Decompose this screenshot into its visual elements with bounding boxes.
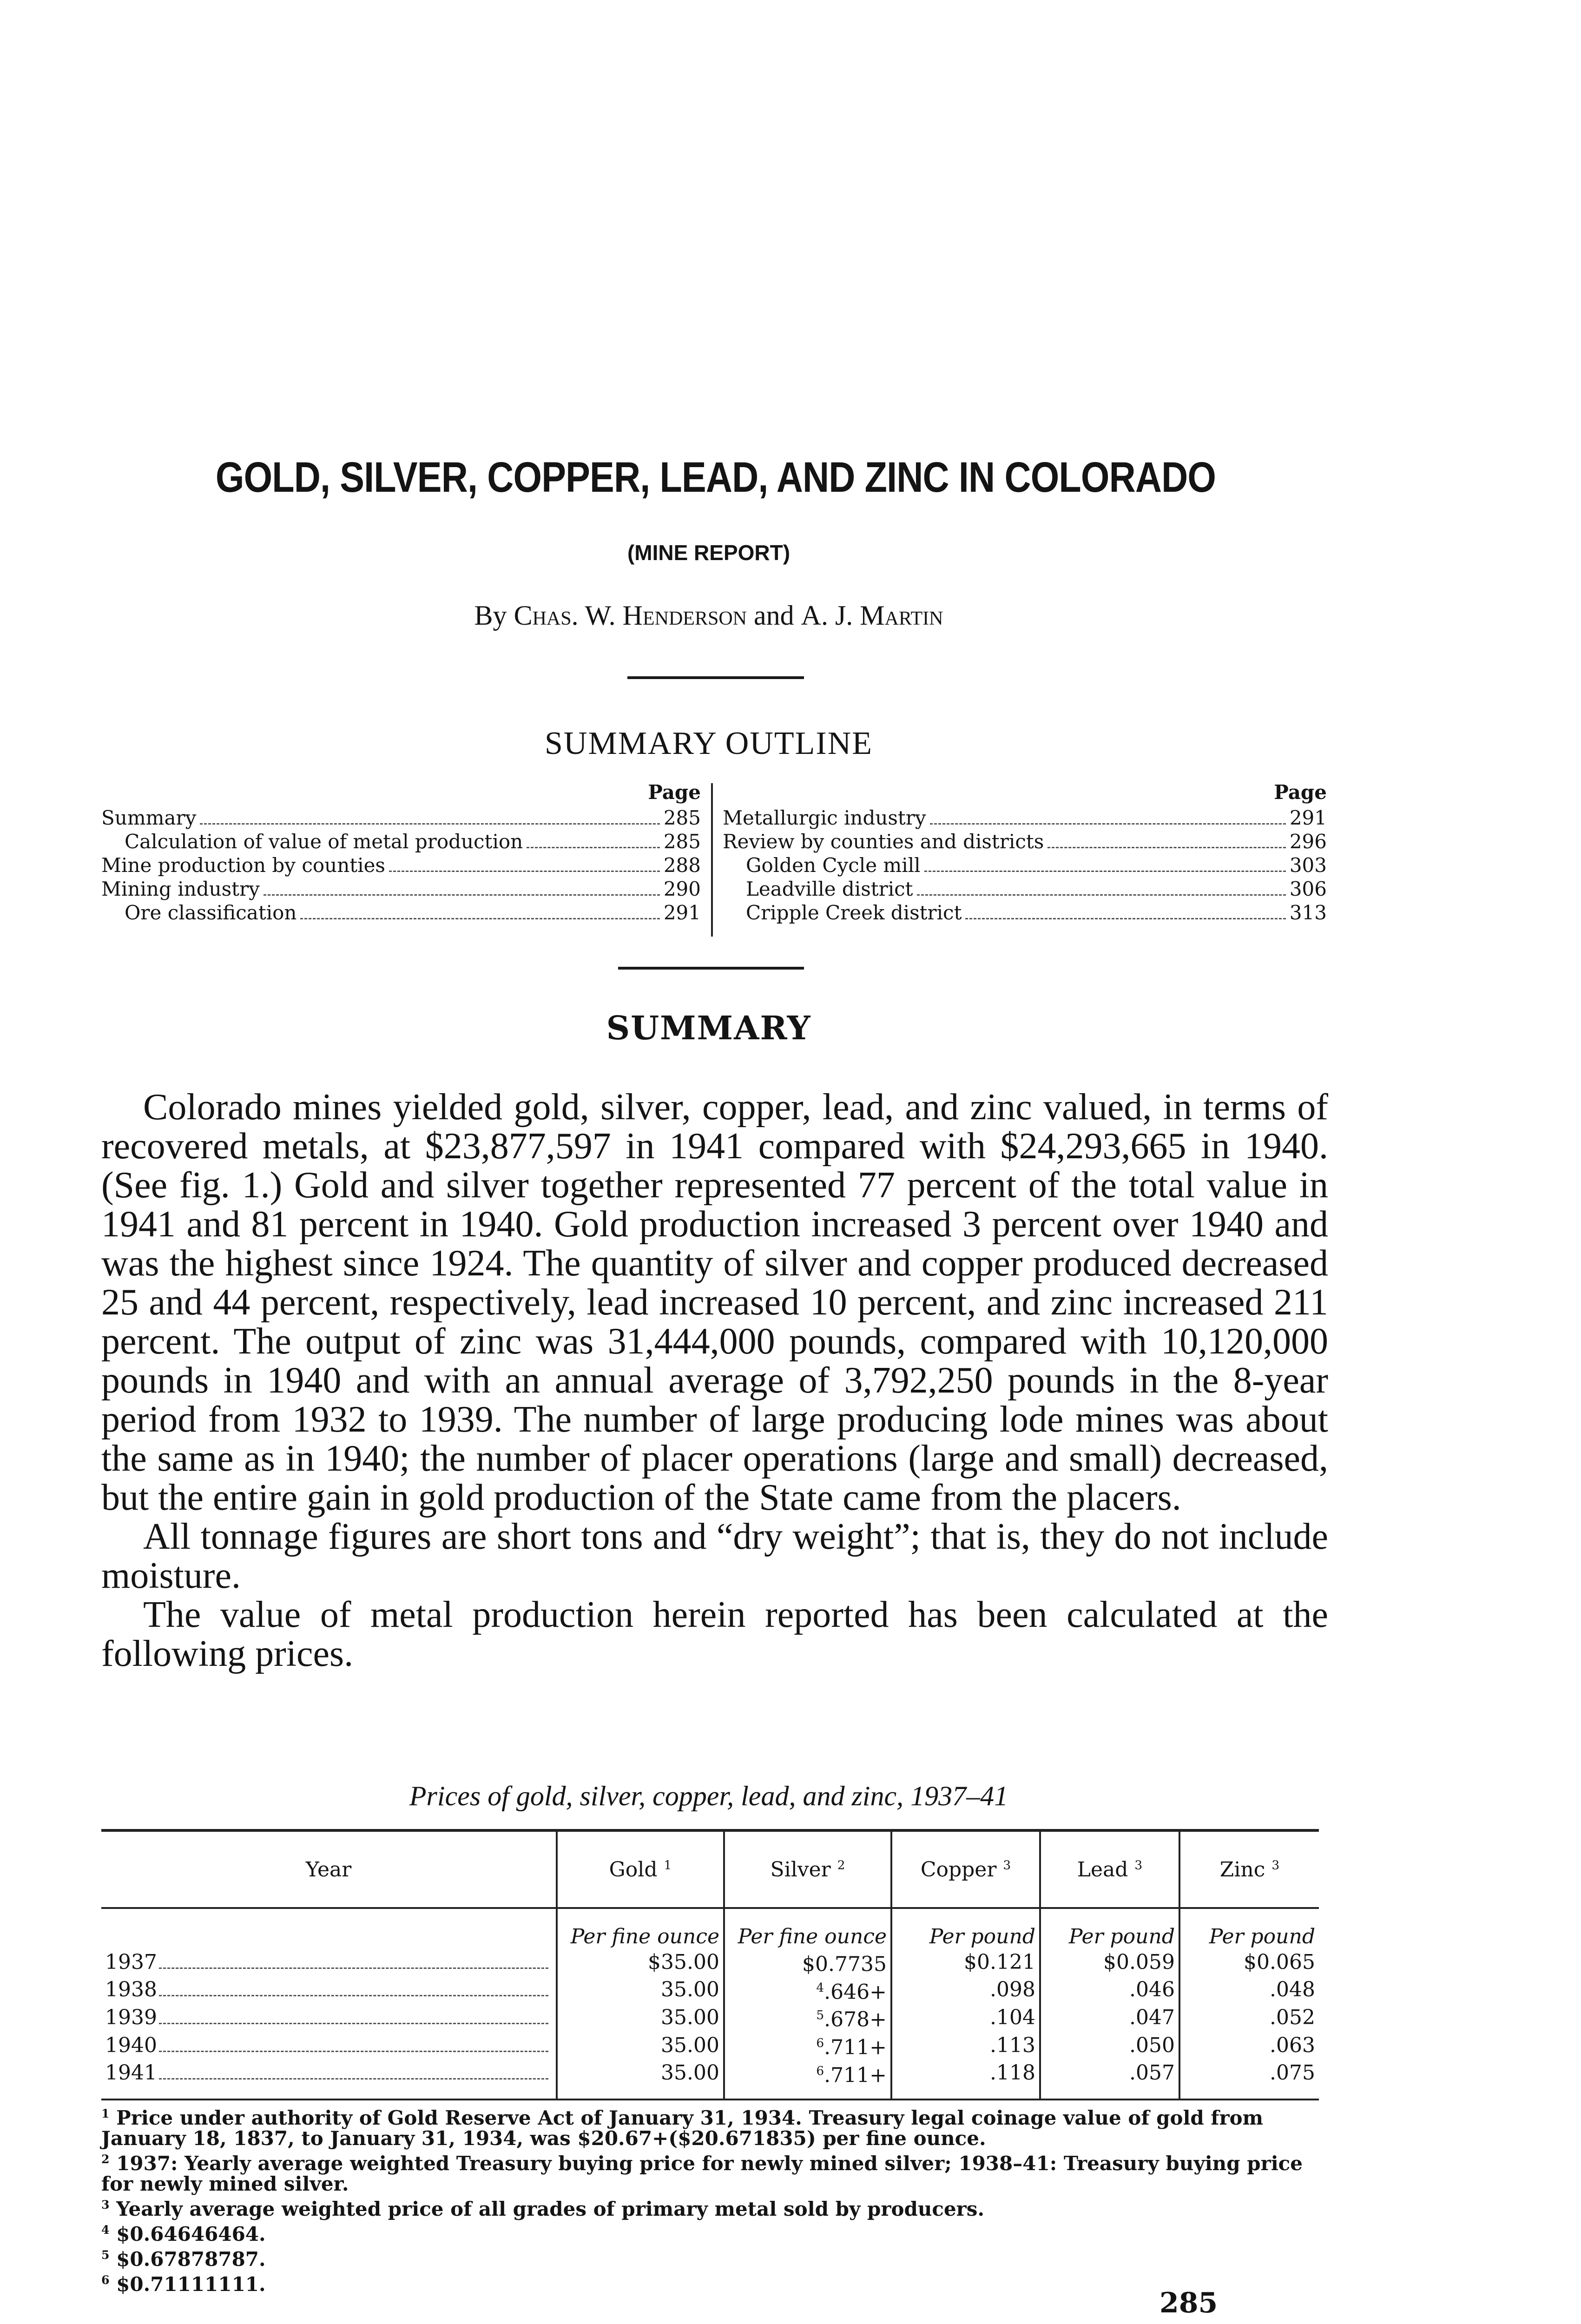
column-header [557,1830,724,1908]
footnote-text: Yearly average weighted price of all grades of primary metal sold by producers. [116,2198,985,2220]
lead-cell: $0.059 [1040,1948,1179,1976]
silver-cell [724,2060,891,2100]
toc-page: 296 [1289,830,1327,853]
toc-label: Mining industry [101,878,260,900]
footnote-ref: 3 [1134,1857,1143,1872]
table-header-row [101,1830,1319,1908]
copper-cell: .098 [891,1976,1040,2004]
footnote-mark: 1 [101,2106,110,2120]
column-header [891,1830,1040,1908]
divider-rule [618,967,804,970]
leader-dots [200,823,660,825]
toc-page: 313 [1289,901,1327,924]
divider-rule [627,676,804,679]
footnote-text: $0.67878787. [116,2248,266,2271]
byline-by: By [474,600,507,631]
header-label: Copper [920,1857,997,1882]
footnote-mark: 3 [101,2198,110,2212]
year-cell [101,2004,557,2032]
lead-cell: .046 [1040,1976,1179,2004]
year-value: 1941 [105,2061,157,2085]
column-header [724,1830,891,1908]
footnote [101,2245,1319,2270]
toc-entry[interactable] [101,806,701,830]
column-header [1179,1830,1319,1908]
paragraph: All tonnage figures are short tons and “dry weight”; that is, they do not include moisture. [101,1516,1328,1596]
outline-right-column [723,781,1327,925]
footnote-ref: 1 [664,1857,672,1872]
units-cell: Per pound [1040,1908,1179,1948]
table-row [101,1948,1319,1976]
year-cell [101,1976,557,2004]
summary-body [101,1088,1328,1673]
toc-entry[interactable] [723,806,1327,830]
section-heading: SUMMARY [606,1009,811,1047]
toc-label: Leadville district [746,878,913,900]
leader-dots [389,871,660,872]
toc-label: Golden Cycle mill [746,854,921,877]
silver-cell [724,1976,891,2004]
silver-cell [724,2032,891,2060]
footnote-text: 1937: Yearly average weighted Treasury buying price for newly mined silver; 1938–41: Treasury buying price for newly mined silver. [101,2152,1303,2195]
table-caption: Prices of gold, silver, copper, lead, and zinc, 1937–41 [409,1781,1008,1811]
header-label: Gold [609,1857,658,1882]
year-value: 1939 [105,2006,157,2030]
footnotes [101,2103,1319,2295]
footnote-mark: 2 [101,2152,110,2166]
zinc-cell: .052 [1179,2004,1319,2032]
silver-value: .711+ [824,2063,887,2087]
footnote-mark: 5 [101,2248,110,2262]
toc-label: Summary [101,806,197,829]
footnote-text: $0.71111111. [116,2273,266,2296]
toc-page: 291 [663,901,701,924]
units-cell: Per pound [1179,1908,1319,1948]
silver-value: .711+ [824,2035,887,2060]
year-value: 1940 [105,2033,157,2057]
author-2: A. J. Martin [801,600,943,631]
header-label: Year [305,1857,352,1882]
leader-dots [159,2023,548,2024]
footnote-ref: 3 [1271,1857,1280,1872]
leader-dots [300,918,659,919]
page-column-header: Page [648,781,701,804]
year-cell [101,2060,557,2100]
toc-page: 290 [663,878,701,900]
page-title: GOLD, SILVER, COPPER, LEAD, AND ZINC IN COLORADO [215,454,1216,501]
leader-dots [264,894,660,896]
zinc-cell: .063 [1179,2032,1319,2060]
header-label: Zinc [1219,1857,1265,1882]
toc-page: 288 [663,854,701,877]
copper-cell: .113 [891,2032,1040,2060]
gold-cell: 35.00 [557,2060,724,2100]
footnote-ref: 3 [1003,1857,1011,1872]
footnote-text: $0.64646464. [116,2223,266,2245]
silver-value: .678+ [824,2007,887,2032]
year-value: 1937 [105,1950,157,1974]
lead-cell: .057 [1040,2060,1179,2100]
footnote [101,2103,1319,2149]
footnote-ref: 6 [816,2063,824,2078]
zinc-cell: .048 [1179,1976,1319,2004]
toc-entry[interactable] [101,901,701,925]
year-cell [101,1948,557,1976]
toc-page: 285 [663,830,701,853]
report-subtitle: (MINE REPORT) [627,541,790,565]
units-cell: Per fine ounce [557,1908,724,1948]
gold-cell: 35.00 [557,1976,724,2004]
leader-dots [159,2078,548,2080]
table-row [101,2060,1319,2100]
footnote [101,2270,1319,2295]
leader-dots [917,894,1286,896]
copper-cell: .104 [891,2004,1040,2032]
gold-cell: $35.00 [557,1948,724,1976]
toc-label: Ore classification [125,901,297,924]
silver-cell [724,2004,891,2032]
toc-entry[interactable] [101,878,701,901]
byline-and: and [753,600,794,631]
leader-dots [965,918,1285,919]
units-cell [101,1908,557,1948]
toc-page: 291 [1289,806,1327,829]
copper-cell: .118 [891,2060,1040,2100]
column-header [101,1830,557,1908]
footnote [101,2194,1319,2219]
zinc-cell: .075 [1179,2060,1319,2100]
units-row [101,1908,1319,1948]
lead-cell: .050 [1040,2032,1179,2060]
paragraph: Colorado mines yielded gold, silver, copper, lead, and zinc valued, in terms of recovered metals, at $23,877,597 in 1941 compared with $24,293,665 in 1940. (See fig. 1.) Gold and silver together represented 77 percent of the total value in 1941 and 81 percent in 1940. Gold production increased 3 percent over 1940 and was the highest since 1924. The quantity of silver and copper produced decreased 25 and 44 percent, respectively, lead increased 10 percent, and zinc increased 211 percent. The output of zinc was 31,444,000 pounds, compared with 10,120,000 pounds in 1940 and with an annual average of 3,792,250 pounds in the 8-year period from 1932 to 1939. The number of large producing lode mines was about the same as in 1940; the number of placer operations (large and small) decreased, but the entire gain in gold production of the State came from the placers. [101,1087,1328,1518]
toc-page: 303 [1289,854,1327,877]
leader-dots [930,823,1286,825]
footnote [101,2149,1319,2194]
toc-page: 285 [663,806,701,829]
byline [0,600,1417,632]
leader-dots [159,1995,548,1996]
footnote-ref: 4 [816,1980,824,1995]
leader-dots [527,847,660,848]
toc-label: Metallurgic industry [723,806,926,829]
leader-dots [159,2051,548,2052]
toc-label: Review by counties and districts [723,830,1044,853]
outline-column-divider [711,783,713,937]
year-cell [101,2032,557,2060]
footnote-mark: 6 [101,2273,110,2287]
toc-label: Calculation of value of metal production [125,830,523,853]
toc-label: Cripple Creek district [746,901,962,924]
footnote-ref: 6 [816,2035,824,2050]
silver-value: .646+ [824,1980,887,2004]
footnote-ref: 5 [816,2008,824,2023]
table-row [101,2004,1319,2032]
toc-entry[interactable] [723,901,1327,925]
footnote-mark: 4 [101,2223,110,2237]
gold-cell: 35.00 [557,2004,724,2032]
column-header [1040,1830,1179,1908]
leader-dots [924,871,1286,872]
header-label: Lead [1077,1857,1128,1882]
zinc-cell: $0.065 [1179,1948,1319,1976]
footnote-ref: 2 [837,1857,845,1872]
table-row [101,1976,1319,2004]
footnote [101,2219,1319,2245]
silver-value: $0.7735 [802,1952,887,1976]
units-cell: Per fine ounce [724,1908,891,1948]
toc-entry[interactable] [723,854,1327,878]
paragraph: The value of metal production herein reported has been calculated at the following prices. [101,1594,1328,1674]
toc-label: Mine production by counties [101,854,385,877]
year-value: 1938 [105,1978,157,2002]
toc-page: 306 [1289,878,1327,900]
gold-cell: 35.00 [557,2032,724,2060]
toc-entry[interactable] [101,830,701,854]
outline-left-column [101,781,701,925]
leader-dots [159,1967,548,1969]
outline-title: SUMMARY OUTLINE [544,726,873,761]
header-label: Silver [770,1857,831,1882]
page-column-header: Page [1274,781,1327,804]
lead-cell: .047 [1040,2004,1179,2032]
author-1: Chas. W. Henderson [514,600,747,631]
toc-entry[interactable] [723,878,1327,901]
footnote-text: Price under authority of Gold Reserve Act of January 31, 1934. Treasury legal coinage value of gold from January 18, 1837, to January 31, 1934, was $20.67+($20.671835) per fine ounce. [101,2106,1264,2150]
table-row [101,2032,1319,2060]
page-number: 285 [1159,2287,1218,2319]
toc-entry[interactable] [101,854,701,878]
units-cell: Per pound [891,1908,1040,1948]
leader-dots [1047,847,1286,848]
toc-entry[interactable] [723,830,1327,854]
price-table [101,1829,1319,2100]
silver-cell [724,1948,891,1976]
copper-cell: $0.121 [891,1948,1040,1976]
